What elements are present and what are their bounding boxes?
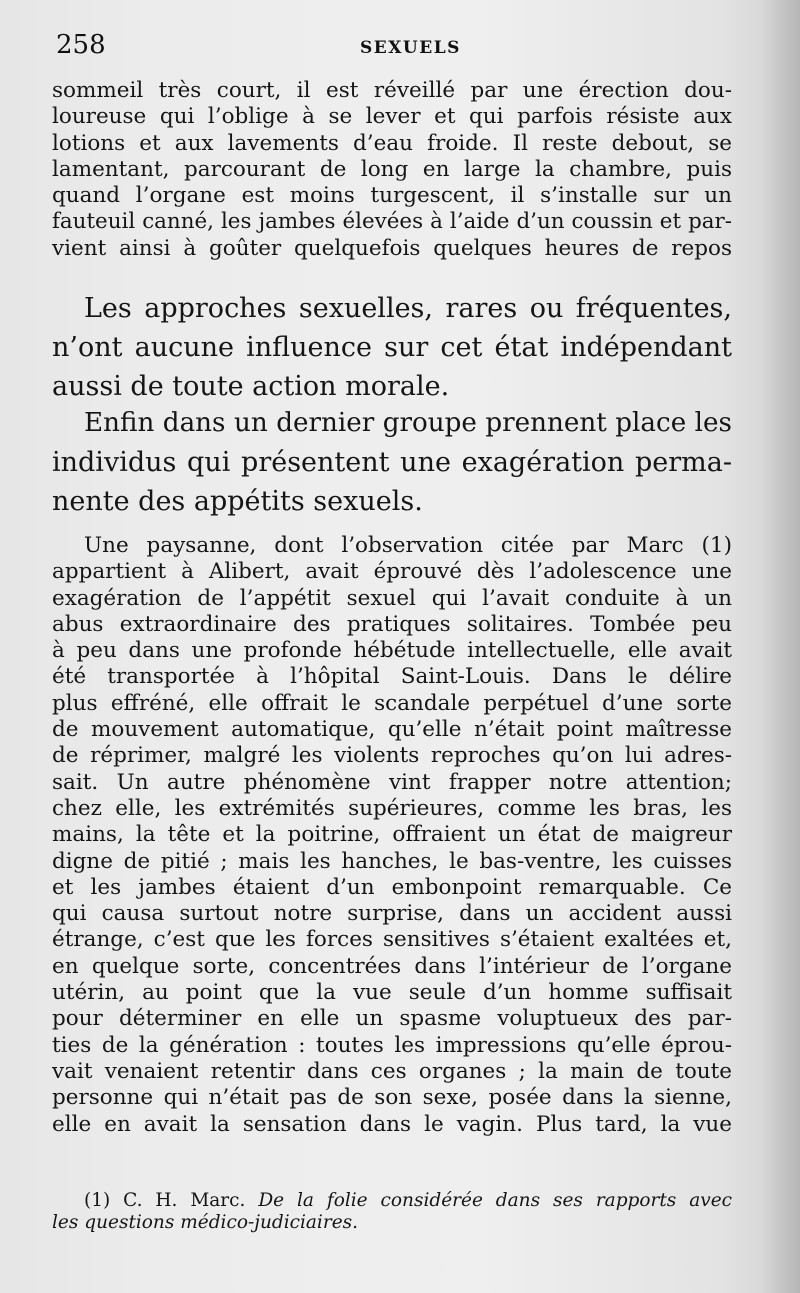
text-line: chez elle, les extrémités supérieures, comme les bras, les bbox=[52, 795, 732, 821]
paragraph-large bbox=[52, 404, 732, 521]
text-line: à peu dans une profonde hébétude intellectuelle, elle avait bbox=[52, 638, 732, 664]
paragraph-observation bbox=[52, 533, 732, 1138]
text-line: été transportée à l’hôpital Saint-Louis. Dans le délire bbox=[52, 664, 732, 690]
text-line: de réprimer, malgré les violents reproches qu’on lui adres- bbox=[52, 743, 732, 769]
text-line: de mouvement automatique, qu’elle n’était point maîtresse bbox=[52, 717, 732, 743]
text-line: elle en avait la sensation dans le vagin. Plus tard, la vue bbox=[52, 1111, 732, 1137]
text-line: exagération de l’appétit sexuel qui l’avait conduite à un bbox=[52, 585, 732, 611]
text-line: personne qui n’était pas de son sexe, posée dans la sienne, bbox=[52, 1085, 732, 1111]
text-line: utérin, au point que la vue seule d’un homme suffisait bbox=[52, 980, 732, 1006]
text-line: appartient à Alibert, avait éprouvé dès l’adolescence une bbox=[52, 559, 732, 585]
paragraph-continuation bbox=[52, 78, 732, 262]
paragraph-large bbox=[52, 289, 732, 406]
text-line: individus qui présentent une exagération perma- bbox=[52, 447, 732, 478]
text-line: ties de la génération : toutes les impressions qu’elle éprou- bbox=[52, 1032, 732, 1058]
page-number: 258 bbox=[56, 30, 106, 60]
footnote-line bbox=[52, 1190, 732, 1212]
text-line: plus effréné, elle offrait le scandale perpétuel d’une sorte bbox=[52, 690, 732, 716]
text-line: fauteuil canné, les jambes élevées à l’aide d’un coussin et par- bbox=[52, 209, 732, 235]
text-line: vait venaient retentir dans ces organes ; la main de toute bbox=[52, 1058, 732, 1084]
text-line: pour déterminer en elle un spasme voluptueux des par- bbox=[52, 1006, 732, 1032]
text-line: sait. Un autre phénomène vint frapper notre attention; bbox=[52, 769, 732, 795]
running-head: SEXUELS bbox=[360, 38, 461, 58]
text-line: lamentant, parcourant de long en large la chambre, puis bbox=[52, 156, 732, 182]
text-line: quand l’organe est moins turgescent, il s’installe sur un bbox=[52, 183, 732, 209]
text-line: et les jambes étaient d’un embonpoint remarquable. Ce bbox=[52, 874, 732, 900]
text-line: qui causa surtout notre surprise, dans un accident aussi bbox=[52, 901, 732, 927]
text-line: loureuse qui l’oblige à se lever et qui parfois résiste aux bbox=[52, 104, 732, 130]
text-line: n’ont aucune influence sur cet état indépendant bbox=[52, 332, 732, 363]
text-line: nente des appétits sexuels. bbox=[52, 486, 423, 517]
text-line: vient ainsi à goûter quelquefois quelques heures de repos bbox=[52, 235, 732, 261]
text-line: mains, la tête et la poitrine, offraient un état de maigreur bbox=[52, 822, 732, 848]
footnote bbox=[52, 1190, 732, 1234]
text-line: étrange, c’est que les forces sensitives s’étaient exaltées et, bbox=[52, 927, 732, 953]
text-line: digne de pitié ; mais les hanches, le bas-ventre, les cuisses bbox=[52, 848, 732, 874]
text-line: sommeil très court, il est réveillé par une érection dou- bbox=[52, 78, 732, 103]
footnote-reference: (1) C. H. Marc. bbox=[84, 1190, 246, 1211]
text-line: Enfin dans un dernier groupe prennent place les bbox=[84, 408, 732, 438]
page-header bbox=[56, 30, 736, 66]
text-line: lotions et aux lavements d’eau froide. Il reste debout, se bbox=[52, 130, 732, 156]
footnote-line: les questions médico-judiciaires. bbox=[52, 1212, 359, 1233]
text-line: Les approches sexuelles, rares ou fréquentes, bbox=[84, 293, 732, 324]
text-line: abus extraordinaire des pratiques solitaires. Tombée peu bbox=[52, 611, 732, 637]
text-line: aussi de toute action morale. bbox=[52, 371, 450, 402]
text-line: Une paysanne, dont l’observation citée par Marc (1) bbox=[84, 533, 732, 558]
text-line: en quelque sorte, concentrées dans l’intérieur de l’organe bbox=[52, 953, 732, 979]
footnote-title: De la folie considérée dans ses rapports avec bbox=[258, 1190, 732, 1211]
